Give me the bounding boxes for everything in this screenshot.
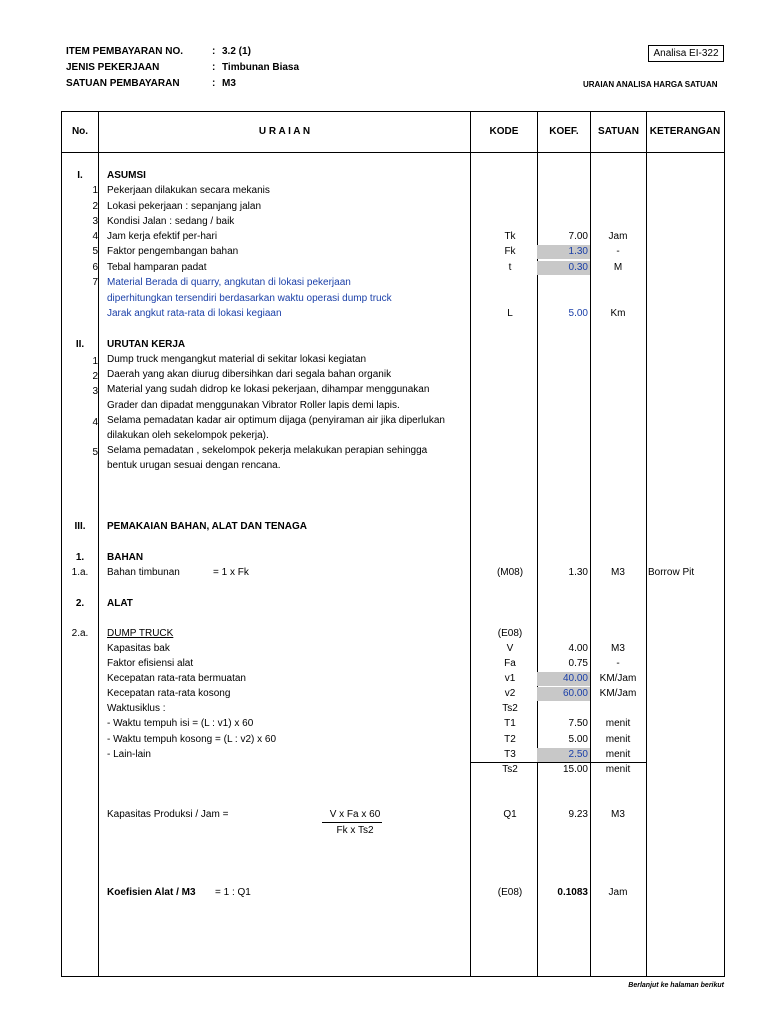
row-number: 3 bbox=[92, 386, 98, 397]
section-title: PEMAKAIAN BAHAN, ALAT DAN TENAGA bbox=[107, 521, 307, 532]
asumsi-text: Pekerjaan dilakukan secara mekanis bbox=[107, 185, 270, 196]
kapasitas-numerator: V x Fa x 60 bbox=[329, 809, 381, 820]
col-header-koef: KOEF. bbox=[549, 126, 579, 137]
koef-cell: 2.50 bbox=[568, 749, 588, 760]
section-number: II. bbox=[75, 339, 85, 350]
section-title: ASUMSI bbox=[107, 170, 146, 181]
jenis-pekerjaan-label: JENIS PEKERJAAN bbox=[66, 62, 160, 73]
total-separator bbox=[471, 762, 646, 763]
satuan-cell: M bbox=[613, 262, 623, 273]
analisa-code-box: Analisa EI-322 bbox=[648, 45, 724, 62]
asumsi-text: diperhitungkan tersendiri berdasarkan waktu operasi dump truck bbox=[107, 293, 392, 304]
kode-cell: V bbox=[506, 643, 514, 654]
koef-cell: 5.00 bbox=[568, 308, 588, 319]
koef-cell: 9.23 bbox=[568, 809, 588, 820]
satuan-cell: Jam bbox=[608, 231, 628, 242]
koef-cell: 4.00 bbox=[568, 643, 588, 654]
satuan-cell: - bbox=[616, 246, 620, 257]
satuan-pembayaran-label: SATUAN PEMBAYARAN bbox=[66, 78, 180, 89]
alat-text: - Waktu tempuh kosong = (L : v2) x 60 bbox=[107, 734, 277, 745]
kode-cell: v1 bbox=[504, 673, 516, 684]
koef-cell: 0.30 bbox=[568, 262, 588, 273]
urutan-text: Grader dan dipadat menggunakan Vibrator Roller lapis demi lapis. bbox=[107, 400, 400, 411]
satuan-cell: menit bbox=[605, 718, 631, 729]
koef-cell: 1.30 bbox=[568, 567, 588, 578]
row-number: 6 bbox=[92, 262, 98, 273]
koef-cell: 0.1083 bbox=[557, 887, 588, 898]
kapasitas-denominator: Fk x Ts2 bbox=[336, 825, 374, 836]
kapasitas-label: Kapasitas Produksi / Jam = bbox=[107, 809, 229, 820]
column-divider bbox=[646, 111, 647, 977]
row-number: 2 bbox=[92, 201, 98, 212]
satuan-pembayaran-value: M3 bbox=[222, 78, 236, 89]
satuan-cell: menit bbox=[605, 749, 631, 760]
subsection-number: 1. bbox=[75, 552, 85, 563]
alat-text: Faktor efisiensi alat bbox=[107, 658, 194, 669]
row-number: 1 bbox=[92, 356, 98, 367]
bahan-formula: = 1 x Fk bbox=[213, 567, 249, 578]
satuan-cell: Km bbox=[610, 308, 626, 319]
asumsi-text: Material Berada di quarry, angkutan di lokasi pekerjaan bbox=[107, 277, 351, 288]
koef-cell: 40.00 bbox=[562, 673, 588, 684]
kode-cell: Tk bbox=[504, 231, 516, 242]
asumsi-text: Lokasi pekerjaan : sepanjang jalan bbox=[107, 201, 261, 212]
row-number: 2 bbox=[92, 371, 98, 382]
kode-cell: Fk bbox=[504, 246, 516, 257]
koef-cell: 0.75 bbox=[568, 658, 588, 669]
row-number: 4 bbox=[92, 417, 98, 428]
column-divider bbox=[98, 111, 99, 977]
kode-cell: Ts2 bbox=[502, 764, 518, 775]
row-number: 3 bbox=[92, 216, 98, 227]
satuan-cell: M3 bbox=[611, 643, 625, 654]
col-header-keterangan: KETERANGAN bbox=[649, 126, 721, 137]
row-number: 7 bbox=[92, 277, 98, 288]
asumsi-text: Jam kerja efektif per-hari bbox=[107, 231, 218, 242]
row-number: 4 bbox=[92, 231, 98, 242]
kode-cell: (E08) bbox=[497, 887, 523, 898]
row-number: 5 bbox=[92, 246, 98, 257]
koef-cell: 15.00 bbox=[562, 764, 588, 775]
colon: : bbox=[212, 78, 216, 89]
asumsi-text: Kondisi Jalan : sedang / baik bbox=[107, 216, 235, 227]
kode-cell: Ts2 bbox=[502, 703, 518, 714]
urutan-text: bentuk urugan sesuai dengan rencana. bbox=[107, 460, 281, 471]
koef-cell: 60.00 bbox=[562, 688, 588, 699]
item-pembayaran-value: 3.2 (1) bbox=[222, 46, 251, 57]
row-number: 1 bbox=[92, 185, 98, 196]
asumsi-text: Faktor pengembangan bahan bbox=[107, 246, 239, 257]
kode-cell: v2 bbox=[504, 688, 516, 699]
koef-cell: 7.00 bbox=[568, 231, 588, 242]
row-number: 5 bbox=[92, 447, 98, 458]
koefisien-formula: = 1 : Q1 bbox=[215, 887, 251, 898]
col-header-kode: KODE bbox=[489, 126, 519, 137]
col-header-satuan: SATUAN bbox=[598, 126, 639, 137]
fraction-line bbox=[322, 822, 382, 823]
urutan-text: dilakukan oleh sekelompok pekerja). bbox=[107, 430, 269, 441]
kode-cell: Q1 bbox=[503, 809, 517, 820]
koef-cell: 1.30 bbox=[568, 246, 588, 257]
asumsi-text: Tebal hamparan padat bbox=[107, 262, 207, 273]
section-title: URUTAN KERJA bbox=[107, 339, 186, 350]
satuan-cell: M3 bbox=[611, 567, 625, 578]
item-pembayaran-label: ITEM PEMBAYARAN NO. bbox=[66, 46, 184, 57]
koefisien-label: Koefisien Alat / M3 bbox=[107, 887, 196, 898]
urutan-text: Selama pemadatan kadar air optimum dijaga (penyiraman air jika diperlukan bbox=[107, 415, 445, 426]
koef-cell: 7.50 bbox=[568, 718, 588, 729]
alat-text: - Waktu tempuh isi = (L : v1) x 60 bbox=[107, 718, 254, 729]
urutan-text: Material yang sudah didrop ke lokasi pekerjaan, dihampar menggunakan bbox=[107, 384, 430, 395]
urutan-text: Dump truck mengangkut material di sekitar lokasi kegiatan bbox=[107, 354, 367, 365]
koef-cell: 5.00 bbox=[568, 734, 588, 745]
alat-text: Kapasitas bak bbox=[107, 643, 170, 654]
continued-note: Berlanjut ke halaman berikut bbox=[628, 982, 724, 989]
subsection-title: BAHAN bbox=[107, 552, 144, 563]
row-number: 1.a. bbox=[71, 567, 89, 578]
kode-cell: T3 bbox=[504, 749, 516, 760]
kode-cell: T1 bbox=[504, 718, 516, 729]
col-header-uraian: U R A I A N bbox=[258, 126, 311, 137]
kode-cell: t bbox=[508, 262, 512, 273]
section-number: I. bbox=[77, 170, 83, 181]
kode-cell: L bbox=[507, 308, 513, 319]
colon: : bbox=[212, 62, 216, 73]
satuan-cell: - bbox=[616, 658, 620, 669]
alat-text: Kecepatan rata-rata kosong bbox=[107, 688, 231, 699]
keterangan-cell: Borrow Pit bbox=[648, 567, 695, 578]
kode-cell: (M08) bbox=[496, 567, 524, 578]
satuan-cell: Jam bbox=[608, 887, 628, 898]
alat-text: Kecepatan rata-rata bermuatan bbox=[107, 673, 246, 684]
asumsi-text: Jarak angkut rata-rata di lokasi kegiaan bbox=[107, 308, 282, 319]
bahan-label: Bahan timbunan bbox=[107, 567, 180, 578]
alat-text: - Lain-lain bbox=[107, 749, 151, 760]
alat-text: Waktusiklus : bbox=[107, 703, 166, 714]
colon: : bbox=[212, 46, 216, 57]
row-number: 2.a. bbox=[71, 628, 89, 639]
dump-truck-title: DUMP TRUCK bbox=[107, 628, 174, 639]
satuan-cell: KM/Jam bbox=[599, 673, 637, 684]
section-number: III. bbox=[74, 521, 86, 532]
satuan-cell: menit bbox=[605, 734, 631, 745]
kode-cell: Fa bbox=[504, 658, 516, 669]
subsection-title: ALAT bbox=[107, 598, 133, 609]
header-separator bbox=[61, 152, 725, 153]
kode-cell: T2 bbox=[504, 734, 516, 745]
uraian-analisa-title: URAIAN ANALISA HARGA SATUAN bbox=[583, 80, 718, 89]
jenis-pekerjaan-value: Timbunan Biasa bbox=[222, 62, 300, 73]
urutan-text: Daerah yang akan diurug dibersihkan dari segala bahan organik bbox=[107, 369, 392, 380]
kode-cell: (E08) bbox=[497, 628, 523, 639]
col-header-no: No. bbox=[71, 126, 89, 137]
satuan-cell: KM/Jam bbox=[599, 688, 637, 699]
satuan-cell: menit bbox=[605, 764, 631, 775]
satuan-cell: M3 bbox=[611, 809, 625, 820]
urutan-text: Selama pemadatan , sekelompok pekerja melakukan perapian sehingga bbox=[107, 445, 428, 456]
subsection-number: 2. bbox=[75, 598, 85, 609]
